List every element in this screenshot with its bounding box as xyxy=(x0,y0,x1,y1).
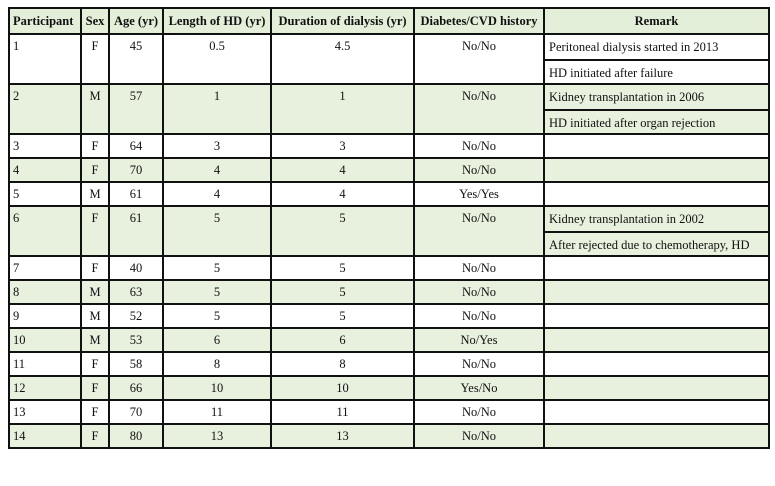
header-history: Diabetes/CVD history xyxy=(414,8,544,34)
remark-line: Kidney transplantation in 2006 xyxy=(549,90,705,104)
cell-participant: 12 xyxy=(9,376,81,400)
cell-length-hd: 3 xyxy=(163,134,271,158)
cell-sex: M xyxy=(81,304,109,328)
cell-participant: 3 xyxy=(9,134,81,158)
cell-participant: 10 xyxy=(9,328,81,352)
cell-history: No/No xyxy=(414,352,544,376)
cell-participant: 7 xyxy=(9,256,81,280)
cell-remark xyxy=(544,158,769,182)
cell-duration: 4 xyxy=(271,158,414,182)
remark-line: HD initiated after organ rejection xyxy=(545,109,768,133)
cell-length-hd: 6 xyxy=(163,328,271,352)
cell-remark xyxy=(544,206,769,256)
cell-length-hd: 0.5 xyxy=(163,34,271,84)
cell-history: No/No xyxy=(414,34,544,84)
cell-history: No/No xyxy=(414,134,544,158)
cell-length-hd: 11 xyxy=(163,400,271,424)
cell-participant: 1 xyxy=(9,34,81,84)
cell-remark xyxy=(544,304,769,328)
cell-length-hd: 4 xyxy=(163,158,271,182)
cell-sex: F xyxy=(81,134,109,158)
table-header-row xyxy=(9,8,769,34)
cell-age: 80 xyxy=(109,424,163,448)
table-row xyxy=(9,352,769,376)
cell-remark xyxy=(544,34,769,84)
cell-length-hd: 5 xyxy=(163,304,271,328)
cell-duration: 1 xyxy=(271,84,414,134)
cell-duration: 5 xyxy=(271,280,414,304)
table-row xyxy=(9,328,769,352)
cell-duration: 5 xyxy=(271,206,414,256)
cell-remark xyxy=(544,352,769,376)
cell-remark xyxy=(544,84,769,134)
header-sex: Sex xyxy=(81,8,109,34)
table-row xyxy=(9,376,769,400)
cell-age: 64 xyxy=(109,134,163,158)
cell-history: No/No xyxy=(414,84,544,134)
cell-history: No/No xyxy=(414,304,544,328)
header-remark: Remark xyxy=(544,8,769,34)
table-row xyxy=(9,280,769,304)
cell-participant: 14 xyxy=(9,424,81,448)
cell-history: No/No xyxy=(414,206,544,256)
cell-age: 70 xyxy=(109,400,163,424)
cell-duration: 11 xyxy=(271,400,414,424)
cell-length-hd: 8 xyxy=(163,352,271,376)
cell-sex: F xyxy=(81,256,109,280)
cell-remark xyxy=(544,256,769,280)
header-age: Age (yr) xyxy=(109,8,163,34)
header-participant: Participant xyxy=(9,8,81,34)
cell-remark xyxy=(544,424,769,448)
cell-history: No/No xyxy=(414,280,544,304)
cell-duration: 8 xyxy=(271,352,414,376)
cell-duration: 4 xyxy=(271,182,414,206)
cell-length-hd: 4 xyxy=(163,182,271,206)
cell-participant: 11 xyxy=(9,352,81,376)
cell-age: 58 xyxy=(109,352,163,376)
cell-participant: 5 xyxy=(9,182,81,206)
cell-age: 52 xyxy=(109,304,163,328)
remark-line: HD initiated after failure xyxy=(545,59,768,83)
cell-history: No/No xyxy=(414,158,544,182)
cell-history: No/No xyxy=(414,256,544,280)
cell-sex: F xyxy=(81,34,109,84)
cell-participant: 6 xyxy=(9,206,81,256)
table-row xyxy=(9,134,769,158)
cell-length-hd: 5 xyxy=(163,206,271,256)
remark-line: Peritoneal dialysis started in 2013 xyxy=(549,40,719,54)
table-row xyxy=(9,424,769,448)
cell-length-hd: 5 xyxy=(163,256,271,280)
cell-history: Yes/No xyxy=(414,376,544,400)
cell-remark xyxy=(544,376,769,400)
cell-history: No/No xyxy=(414,424,544,448)
table-row xyxy=(9,304,769,328)
remark-line: After rejected due to chemotherapy, HD xyxy=(545,231,768,255)
cell-length-hd: 13 xyxy=(163,424,271,448)
cell-sex: M xyxy=(81,280,109,304)
table-row xyxy=(9,158,769,182)
cell-sex: M xyxy=(81,328,109,352)
cell-length-hd: 1 xyxy=(163,84,271,134)
cell-sex: F xyxy=(81,424,109,448)
cell-age: 70 xyxy=(109,158,163,182)
cell-participant: 9 xyxy=(9,304,81,328)
cell-duration: 13 xyxy=(271,424,414,448)
cell-sex: F xyxy=(81,352,109,376)
cell-length-hd: 10 xyxy=(163,376,271,400)
cell-sex: F xyxy=(81,376,109,400)
cell-age: 40 xyxy=(109,256,163,280)
cell-sex: F xyxy=(81,158,109,182)
cell-remark xyxy=(544,400,769,424)
cell-length-hd: 5 xyxy=(163,280,271,304)
cell-remark xyxy=(544,328,769,352)
cell-history: No/No xyxy=(414,400,544,424)
cell-duration: 5 xyxy=(271,304,414,328)
cell-remark xyxy=(544,182,769,206)
table-row xyxy=(9,256,769,280)
cell-participant: 8 xyxy=(9,280,81,304)
cell-age: 53 xyxy=(109,328,163,352)
cell-age: 45 xyxy=(109,34,163,84)
header-length-hd: Length of HD (yr) xyxy=(163,8,271,34)
cell-duration: 10 xyxy=(271,376,414,400)
cell-age: 61 xyxy=(109,182,163,206)
cell-remark xyxy=(544,280,769,304)
remark-line: Kidney transplantation in 2002 xyxy=(549,212,705,226)
table-row xyxy=(9,182,769,206)
table-row xyxy=(9,206,769,256)
cell-participant: 13 xyxy=(9,400,81,424)
participants-table-container xyxy=(8,7,768,477)
cell-duration: 4.5 xyxy=(271,34,414,84)
cell-duration: 6 xyxy=(271,328,414,352)
cell-history: Yes/Yes xyxy=(414,182,544,206)
cell-duration: 3 xyxy=(271,134,414,158)
table-row xyxy=(9,84,769,134)
cell-participant: 2 xyxy=(9,84,81,134)
cell-age: 63 xyxy=(109,280,163,304)
table-row xyxy=(9,400,769,424)
participants-table xyxy=(8,7,770,449)
cell-duration: 5 xyxy=(271,256,414,280)
cell-sex: M xyxy=(81,182,109,206)
cell-sex: F xyxy=(81,400,109,424)
table-body xyxy=(9,34,769,448)
cell-participant: 4 xyxy=(9,158,81,182)
header-duration: Duration of dialysis (yr) xyxy=(271,8,414,34)
cell-remark xyxy=(544,134,769,158)
cell-age: 61 xyxy=(109,206,163,256)
cell-age: 66 xyxy=(109,376,163,400)
table-row xyxy=(9,34,769,84)
cell-history: No/Yes xyxy=(414,328,544,352)
cell-sex: F xyxy=(81,206,109,256)
cell-sex: M xyxy=(81,84,109,134)
cell-age: 57 xyxy=(109,84,163,134)
